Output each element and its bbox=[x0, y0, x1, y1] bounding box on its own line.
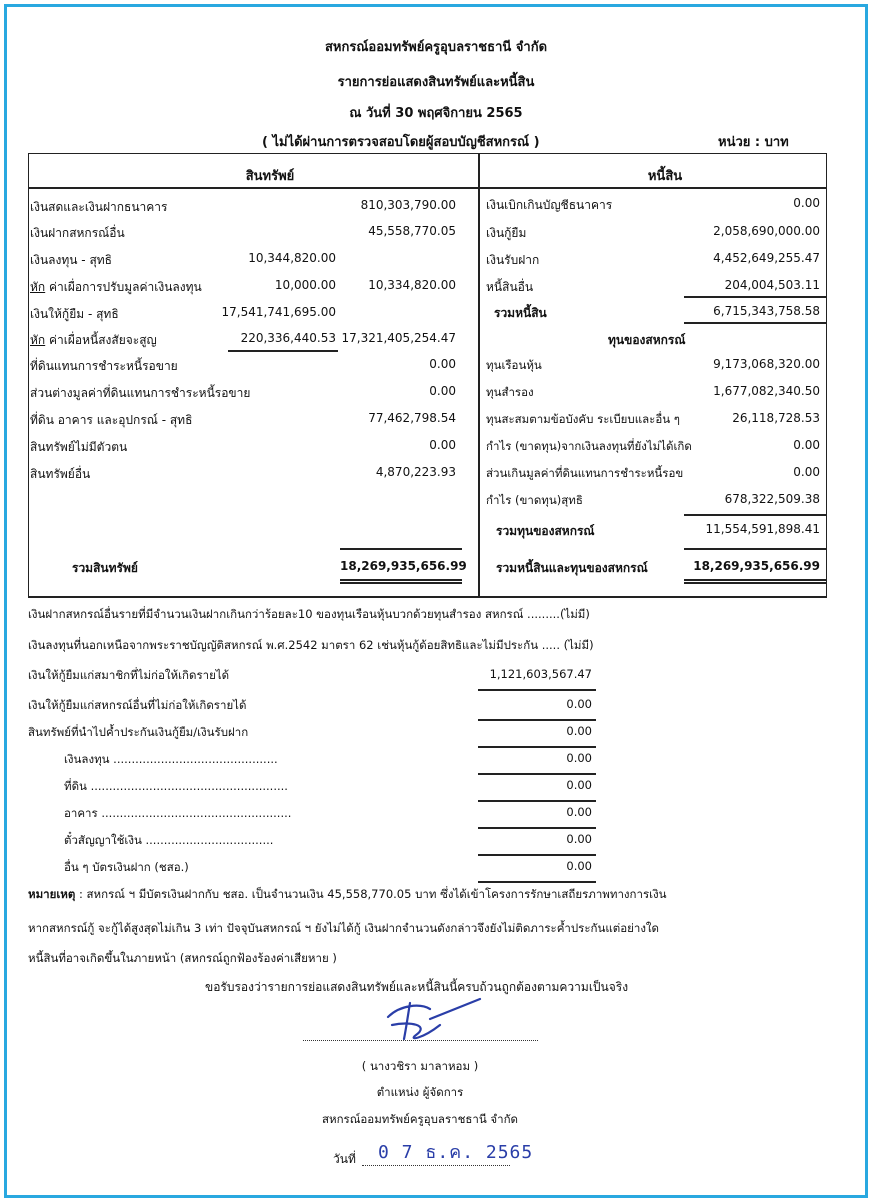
note-item-label: ที่ดิน ...................................................... bbox=[64, 779, 288, 793]
equity-row-amount: 678,322,509.38 bbox=[724, 492, 820, 506]
liability-row-label: เงินรับฝาก bbox=[486, 253, 540, 267]
asset-row-label bbox=[30, 384, 250, 403]
liability-row-amount: 2,058,690,000.00 bbox=[713, 224, 820, 238]
equity-total-topline bbox=[684, 514, 826, 516]
asset-row-text: เงินสดและเงินฝากธนาคาร bbox=[30, 200, 168, 214]
note-item-label: สินทรัพย์ที่นำไปค้ำประกันเงินกู้ยืม/เงินรับฝาก bbox=[28, 725, 249, 739]
equity-row-label: กำไร (ขาดทุน)จากเงินลงทุนที่ยังไม่ได้เกิด bbox=[486, 439, 692, 453]
deduction-prefix: หัก bbox=[30, 333, 46, 347]
liability-row-label: หนี้สินอื่น bbox=[486, 280, 534, 294]
report-title: รายการย่อแสดงสินทรัพย์และหนี้สิน bbox=[337, 75, 535, 90]
asset-row-text: เงินฝากสหกรณ์อื่น bbox=[30, 226, 125, 240]
note-item-amount: 0.00 bbox=[566, 805, 592, 819]
handwritten-signature bbox=[370, 995, 490, 1045]
note-item-amount: 0.00 bbox=[566, 832, 592, 846]
equity-total-label: รวมทุนของสหกรณ์ bbox=[496, 524, 595, 538]
remark-text-1: : สหกรณ์ ฯ มีบัตรเงินฝากกับ ชสอ. เป็นจำนวนเงิน 45,558,770.05 บาท ซึ่งได้เข้าโครงการรักษาเสถียรภาพทางการเงิน bbox=[75, 887, 667, 901]
assets-total-underline1 bbox=[340, 579, 462, 581]
asset-row-subamount: 17,541,741,695.00 bbox=[221, 305, 336, 319]
liability-row-amount: 0.00 bbox=[793, 196, 820, 210]
org-name: สหกรณ์ออมทรัพย์ครูอุบลราชธานี จำกัด bbox=[324, 40, 548, 55]
audit-note: ( ไม่ได้ผ่านการตรวจสอบโดยผู้สอบบัญชีสหกรณ์ ) bbox=[262, 135, 540, 150]
grand-total-label: รวมหนี้สินและทุนของสหกรณ์ bbox=[496, 561, 648, 575]
asset-row-label bbox=[30, 438, 127, 457]
asset-row-label bbox=[30, 411, 192, 430]
assets-total-amount: 18,269,935,656.99 bbox=[340, 559, 467, 573]
asset-row-text: สินทรัพย์ไม่มีตัวตน bbox=[30, 440, 128, 454]
liability-row-label: เงินกู้ยืม bbox=[486, 226, 527, 240]
certification-text: ขอรับรองว่ารายการย่อแสดงสินทรัพย์และหนี้สินนี้ครบถ้วนถูกต้องตามความเป็นจริง bbox=[205, 980, 629, 994]
asset-row-amount: 0.00 bbox=[429, 384, 456, 398]
note-item-label: เงินลงทุน ............................................. bbox=[64, 752, 278, 766]
asset-row-text: สินทรัพย์อื่น bbox=[30, 467, 91, 481]
equity-row-amount: 1,677,082,340.50 bbox=[713, 384, 820, 398]
note-item-amount: 0.00 bbox=[566, 724, 592, 738]
note-item-label: เงินให้กู้ยืมแก่สมาชิกที่ไม่ก่อให้เกิดรายได้ bbox=[28, 668, 230, 682]
asset-row-subamount: 10,000.00 bbox=[274, 278, 336, 292]
liab-total-topline bbox=[684, 296, 826, 298]
unit-label: หน่วย : บาท bbox=[718, 135, 789, 150]
signatory-name: ( นางวชิรา มาลาหอม ) bbox=[361, 1059, 479, 1073]
equity-row-label: กำไร (ขาดทุน)สุทธิ bbox=[486, 493, 583, 507]
column-divider bbox=[478, 153, 480, 598]
note-item-amount: 0.00 bbox=[566, 778, 592, 792]
equity-row-amount: 0.00 bbox=[793, 438, 820, 452]
liabilities-total-label: รวมหนี้สิน bbox=[494, 306, 547, 320]
asset-row-text: ส่วนต่างมูลค่าที่ดินแทนการชำระหนี้รอขาย bbox=[30, 386, 251, 400]
equity-row-label: ทุนสำรอง bbox=[486, 385, 534, 399]
asset-row-label bbox=[30, 357, 178, 376]
remark-line-3: หนี้สินที่อาจเกิดขึ้นในภายหน้า (สหกรณ์ถูกฟ้องร้องค่าเสียหาย ) bbox=[28, 951, 337, 965]
asset-row-amount: 45,558,770.05 bbox=[368, 224, 456, 238]
assets-total-label: รวมสินทรัพย์ bbox=[72, 561, 138, 575]
note-item-underline bbox=[478, 689, 596, 691]
date-label: วันที่ bbox=[333, 1152, 356, 1166]
asset-row-text: ค่าเผื่อหนี้สงสัยจะสูญ bbox=[45, 333, 157, 347]
asset-row-amount: 77,462,798.54 bbox=[368, 411, 456, 425]
liability-row-label: เงินเบิกเกินบัญชีธนาคาร bbox=[486, 198, 613, 212]
equity-row-label: ทุนเรือนหุ้น bbox=[486, 358, 542, 372]
grand-total-underline2 bbox=[684, 582, 826, 584]
equity-heading: ทุนของสหกรณ์ bbox=[608, 333, 686, 347]
asset-row-text: เงินให้กู้ยืม - สุทธิ bbox=[30, 307, 119, 321]
liabilities-heading: หนี้สิน bbox=[647, 169, 683, 184]
note-item-label: ตั๋วสัญญาใช้เงิน ................................... bbox=[64, 833, 274, 847]
assets-total-topline bbox=[340, 548, 462, 550]
asset-row-text: ค่าเผื่อการปรับมูลค่าเงินลงทุน bbox=[45, 280, 202, 294]
asset-row-amount: 4,870,223.93 bbox=[375, 465, 456, 479]
equity-row-label: ทุนสะสมตามข้อบังคับ ระเบียบและอื่น ๆ bbox=[486, 412, 680, 426]
asset-row-label bbox=[30, 465, 90, 484]
equity-total-amount: 11,554,591,898.41 bbox=[705, 522, 820, 536]
liab-total-underline bbox=[684, 322, 826, 324]
note-item-underline bbox=[478, 719, 596, 721]
asset-row-text: ที่ดิน อาคาร และอุปกรณ์ - สุทธิ bbox=[30, 413, 193, 427]
note-item-amount: 0.00 bbox=[566, 859, 592, 873]
signatory-position: ตำแหน่ง ผู้จัดการ bbox=[376, 1085, 464, 1099]
note-item-underline bbox=[478, 881, 596, 883]
asset-row-label bbox=[30, 331, 157, 350]
assets-total-underline2 bbox=[340, 582, 462, 584]
grand-total-topline bbox=[684, 548, 826, 550]
note-line-1: เงินฝากสหกรณ์อื่นรายที่มีจำนวนเงินฝากเกินกว่าร้อยละ10 ของทุนเรือนหุ้นบวกด้วยทุนสำรอง สหกรณ์ .........(ไม่มี) bbox=[28, 607, 590, 621]
asset-row-subamount: 220,336,440.53 bbox=[240, 331, 336, 345]
asset-row-amount: 810,303,790.00 bbox=[360, 198, 456, 212]
liabilities-total-amount: 6,715,343,758.58 bbox=[713, 304, 820, 318]
asset-row-text: ที่ดินแทนการชำระหนี้รอขาย bbox=[30, 359, 178, 373]
liability-row-amount: 204,004,503.11 bbox=[724, 278, 820, 292]
remark-line-2: หากสหกรณ์กู้ จะกู้ได้สูงสุดไม่เกิน 3 เท่า ปัจจุบันสหกรณ์ ฯ ยังไม่ได้กู้ เงินฝากจำนวนดังกล่าวจึงยังไม่ติดภาระค้ำประกันแต่อย่างใด bbox=[28, 921, 660, 935]
date-stamp: 0 7 ธ.ค. 2565 bbox=[378, 1142, 534, 1163]
report-date: ณ วันที่ 30 พฤศจิกายน 2565 bbox=[349, 106, 523, 121]
grand-total-amount: 18,269,935,656.99 bbox=[693, 559, 820, 573]
asset-row-label bbox=[30, 251, 112, 270]
note-item-underline bbox=[478, 854, 596, 856]
deduction-underline bbox=[228, 350, 338, 352]
grand-total-underline1 bbox=[684, 579, 826, 581]
asset-row-amount: 17,321,405,254.47 bbox=[341, 331, 456, 345]
remark-line-1 bbox=[28, 886, 667, 904]
liability-row-amount: 4,452,649,255.47 bbox=[713, 251, 820, 265]
note-item-amount: 0.00 bbox=[566, 751, 592, 765]
asset-row-amount: 0.00 bbox=[429, 357, 456, 371]
note-line-2: เงินลงทุนที่นอกเหนือจากพระราชบัญญัติสหกรณ์ พ.ศ.2542 มาตรา 62 เช่นหุ้นกู้ด้อยสิทธิและไม่มีประกัน ..... (ไม่มี) bbox=[28, 638, 594, 652]
assets-heading: สินทรัพย์ bbox=[245, 169, 295, 184]
signatory-org: สหกรณ์ออมทรัพย์ครูอุบลราชธานี จำกัด bbox=[321, 1112, 519, 1126]
asset-row-label bbox=[30, 198, 168, 217]
asset-row-amount: 0.00 bbox=[429, 438, 456, 452]
bottom-rule bbox=[28, 596, 827, 598]
equity-row-label: ส่วนเกินมูลค่าที่ดินแทนการชำระหนี้รอข bbox=[486, 466, 684, 480]
asset-row-label bbox=[30, 305, 119, 324]
note-item-underline bbox=[478, 746, 596, 748]
equity-row-amount: 26,118,728.53 bbox=[732, 411, 820, 425]
asset-row-subamount: 10,344,820.00 bbox=[248, 251, 336, 265]
note-item-underline bbox=[478, 827, 596, 829]
note-item-label: อื่น ๆ บัตรเงินฝาก (ชสอ.) bbox=[64, 860, 189, 874]
asset-row-label bbox=[30, 224, 125, 243]
asset-row-amount: 10,334,820.00 bbox=[368, 278, 456, 292]
asset-row-label bbox=[30, 278, 202, 297]
note-item-underline bbox=[478, 800, 596, 802]
remark-label: หมายเหตุ bbox=[28, 887, 76, 901]
note-item-label: เงินให้กู้ยืมแก่สหกรณ์อื่นที่ไม่ก่อให้เกิดรายได้ bbox=[28, 698, 247, 712]
note-item-underline bbox=[478, 773, 596, 775]
deduction-prefix: หัก bbox=[30, 280, 46, 294]
asset-row-text: เงินลงทุน - สุทธิ bbox=[30, 253, 113, 267]
note-item-amount: 0.00 bbox=[566, 697, 592, 711]
note-item-amount: 1,121,603,567.47 bbox=[489, 667, 592, 681]
header-rule bbox=[28, 187, 827, 189]
note-item-label: อาคาร .................................................... bbox=[64, 806, 292, 820]
equity-row-amount: 0.00 bbox=[793, 465, 820, 479]
signature-line bbox=[303, 1040, 538, 1041]
equity-row-amount: 9,173,068,320.00 bbox=[713, 357, 820, 371]
